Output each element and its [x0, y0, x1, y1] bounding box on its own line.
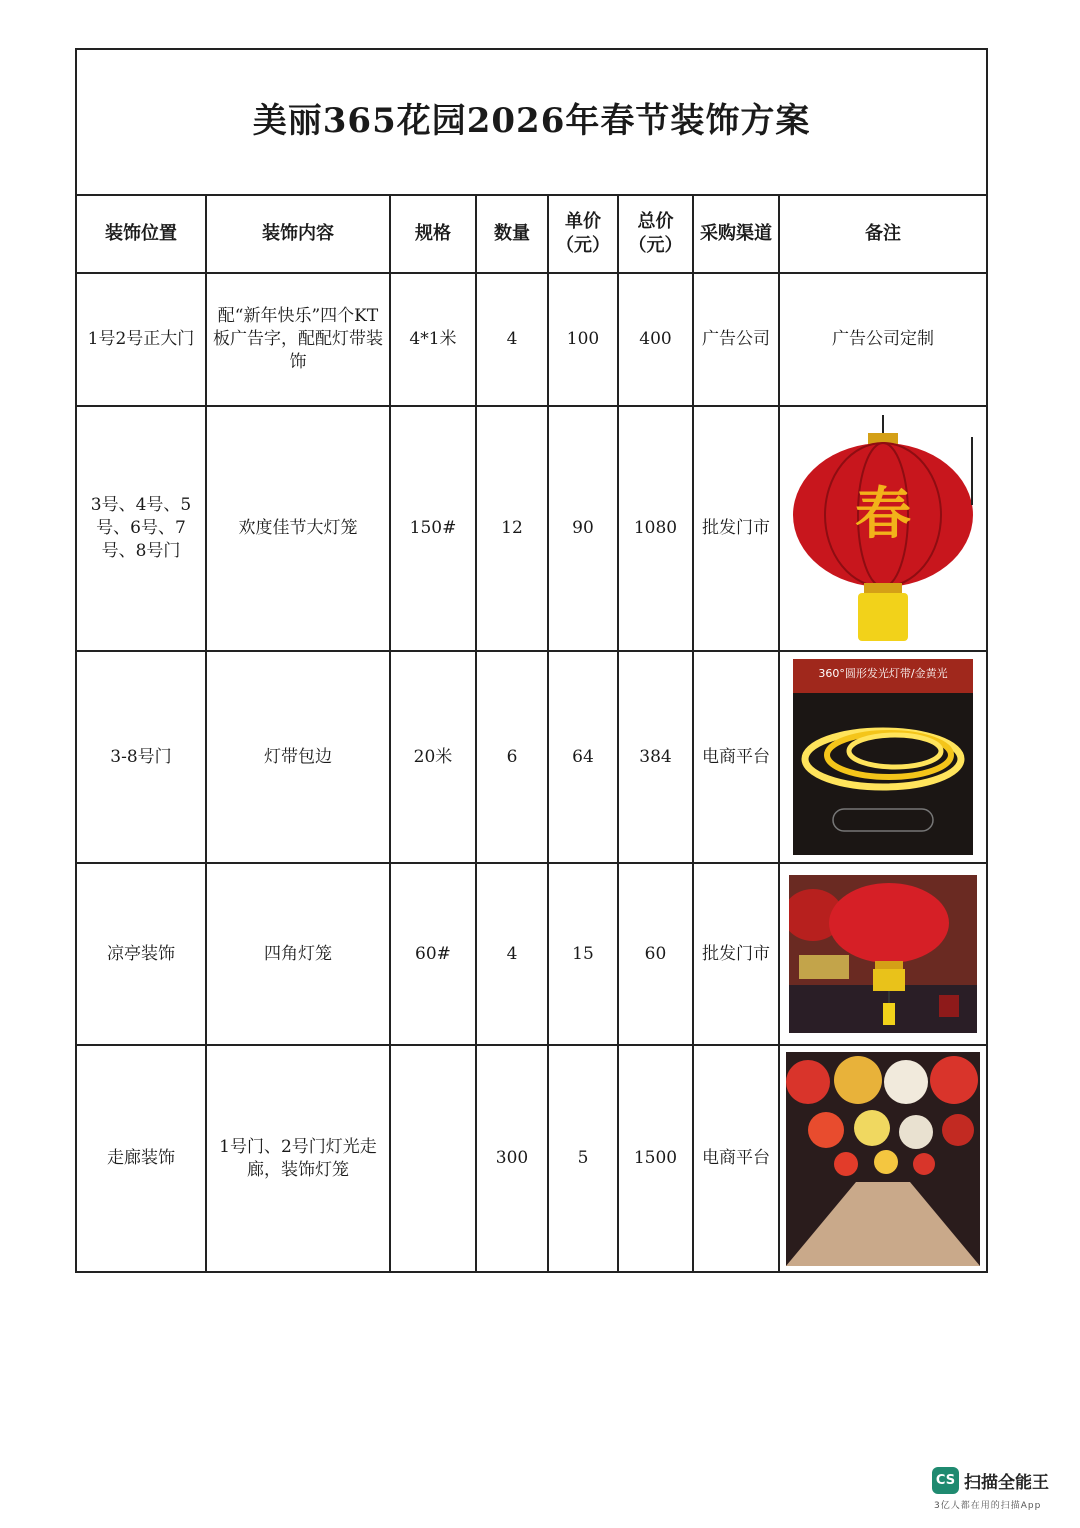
cell-content: 四角灯笼	[206, 863, 390, 1045]
led-strip-caption: 360°圆形发光灯带/金黄光	[818, 667, 948, 680]
cell-spec	[390, 1045, 476, 1272]
cell-note-image	[779, 406, 987, 651]
cell-total: 1500	[618, 1045, 693, 1272]
cell-note-image	[779, 1045, 987, 1272]
cell-unit-price: 15	[548, 863, 618, 1045]
scanner-app-name: 扫描全能王	[964, 1473, 1049, 1493]
cell-location: 3号、4号、5号、6号、7号、8号门	[76, 406, 206, 651]
cell-unit-price: 90	[548, 406, 618, 651]
header-spec: 规格	[390, 195, 476, 273]
cell-content: 配“新年快乐”四个KT板广告字，配配灯带装饰	[206, 273, 390, 406]
header-row	[76, 195, 987, 273]
header-unit-price: 单价（元）	[548, 195, 618, 273]
cell-channel: 批发门市	[693, 863, 779, 1045]
cell-content: 1号门、2号门灯光走廊，装饰灯笼	[206, 1045, 390, 1272]
cell-channel: 电商平台	[693, 651, 779, 863]
scanner-logo-icon: CS	[932, 1467, 959, 1494]
pavilion-lantern-photo	[789, 875, 977, 1033]
cell-channel: 批发门市	[693, 406, 779, 651]
cell-unit-price: 100	[548, 273, 618, 406]
cell-content: 灯带包边	[206, 651, 390, 863]
cell-qty: 4	[476, 863, 548, 1045]
header-note: 备注	[779, 195, 987, 273]
cell-total: 60	[618, 863, 693, 1045]
cell-qty: 12	[476, 406, 548, 651]
table-row	[76, 273, 987, 406]
cell-spec: 150#	[390, 406, 476, 651]
cell-channel: 电商平台	[693, 1045, 779, 1272]
document-title: 美丽365花园2026年春节装饰方案	[76, 49, 987, 195]
cell-unit-price: 5	[548, 1045, 618, 1272]
cell-location: 1号2号正大门	[76, 273, 206, 406]
table-row	[76, 406, 987, 651]
scanner-watermark	[932, 1465, 1062, 1515]
cell-note: 广告公司定制	[779, 273, 987, 406]
cell-total: 1080	[618, 406, 693, 651]
cell-location: 走廊装饰	[76, 1045, 206, 1272]
cell-channel: 广告公司	[693, 273, 779, 406]
table-row	[76, 651, 987, 863]
cell-spec: 60#	[390, 863, 476, 1045]
header-content: 装饰内容	[206, 195, 390, 273]
cell-total: 384	[618, 651, 693, 863]
led-strip-photo	[793, 659, 973, 855]
cell-location: 3-8号门	[76, 651, 206, 863]
table-row	[76, 1045, 987, 1272]
cell-total: 400	[618, 273, 693, 406]
lantern-character: 春	[855, 480, 912, 547]
cell-note-image	[779, 863, 987, 1045]
cell-qty: 300	[476, 1045, 548, 1272]
decoration-plan-table	[75, 48, 988, 1273]
cell-content: 欢度佳节大灯笼	[206, 406, 390, 651]
scanner-tagline: 3亿人都在用的扫描App	[934, 1501, 1042, 1511]
red-lantern-photo	[788, 415, 978, 643]
cell-unit-price: 64	[548, 651, 618, 863]
cell-qty: 6	[476, 651, 548, 863]
table-row	[76, 863, 987, 1045]
cell-note-image	[779, 651, 987, 863]
header-channel: 采购渠道	[693, 195, 779, 273]
corridor-lanterns-photo	[786, 1052, 980, 1266]
cell-qty: 4	[476, 273, 548, 406]
cell-spec: 20米	[390, 651, 476, 863]
header-total: 总价（元）	[618, 195, 693, 273]
cell-location: 凉亭装饰	[76, 863, 206, 1045]
cell-spec: 4*1米	[390, 273, 476, 406]
header-location: 装饰位置	[76, 195, 206, 273]
header-qty: 数量	[476, 195, 548, 273]
